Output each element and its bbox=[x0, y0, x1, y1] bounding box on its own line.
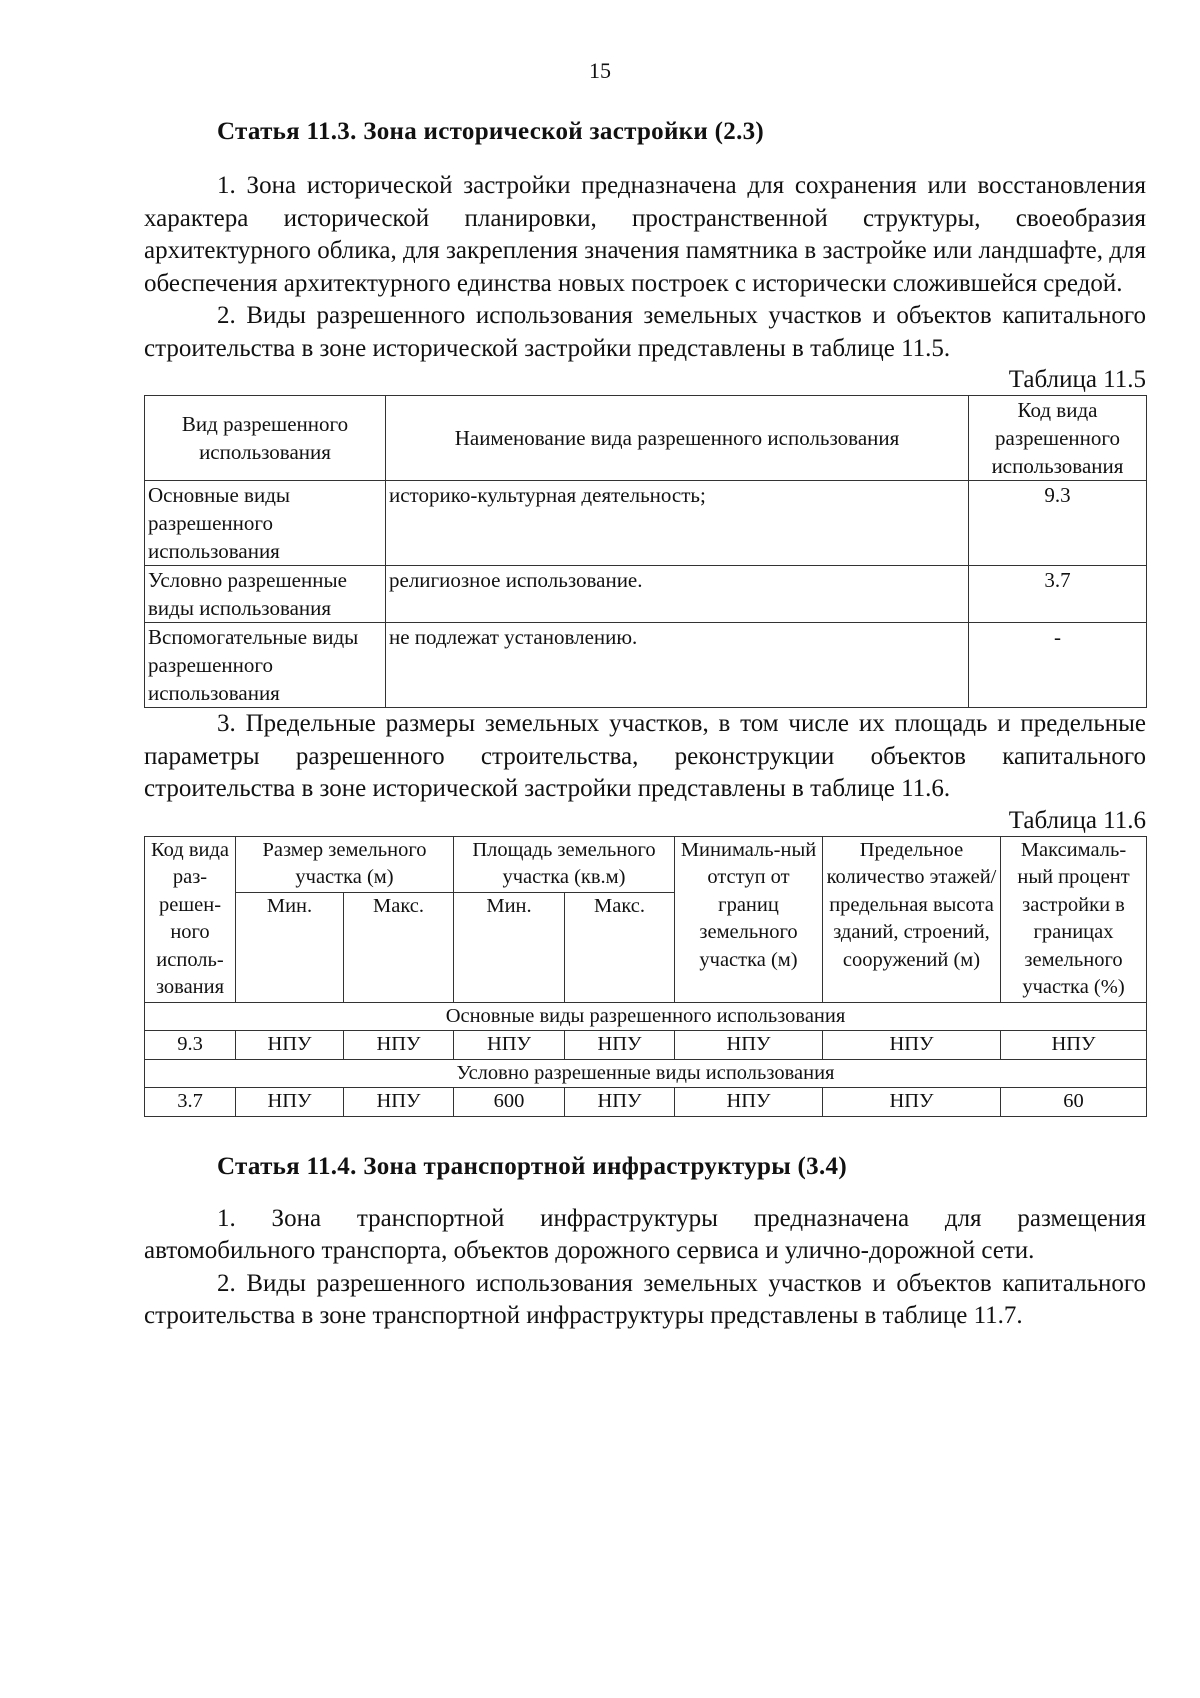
table-header-row bbox=[145, 396, 1147, 481]
table-group-row bbox=[145, 1002, 1147, 1031]
page-number: 15 bbox=[589, 58, 611, 83]
table-cell: НПУ bbox=[344, 1088, 454, 1117]
table-header-cell: Предельное количество этажей/ предельная высота зданий, строений, сооружений (м) bbox=[823, 836, 1001, 1002]
table-11-6 bbox=[144, 836, 1147, 1117]
table-header-cell: Вид разрешенного использования bbox=[145, 396, 386, 481]
table-group-title: Условно разрешенные виды использования bbox=[145, 1059, 1147, 1088]
table-cell: НПУ bbox=[823, 1088, 1001, 1117]
table-cell: 9.3 bbox=[969, 481, 1147, 566]
table-cell: 600 bbox=[454, 1088, 565, 1117]
table-header-cell: Максималь-ный процент застройки в границах земельного участка (%) bbox=[1001, 836, 1147, 1002]
table-11-5 bbox=[144, 395, 1147, 708]
table-header-cell: Размер земельного участка (м) bbox=[236, 836, 454, 892]
table-header-cell: Мин. bbox=[454, 892, 565, 1002]
table-cell: НПУ bbox=[675, 1088, 823, 1117]
table-cell: НПУ bbox=[236, 1088, 344, 1117]
table-row bbox=[145, 1031, 1147, 1060]
table-group-row bbox=[145, 1059, 1147, 1088]
table-header-cell: Макс. bbox=[565, 892, 675, 1002]
table-row bbox=[145, 481, 1147, 566]
table-header-cell: Наименование вида разрешенного использования bbox=[386, 396, 969, 481]
table-cell: - bbox=[969, 623, 1147, 708]
article-11-3-paragraph-2: 2. Виды разрешенного использования земельных участков и объектов капитального строительства в зоне исторической застройки представлены в таблице 11.5. bbox=[144, 302, 1146, 362]
table-cell: Вспомогательные виды разрешенного использования bbox=[145, 623, 386, 708]
table-cell: НПУ bbox=[344, 1031, 454, 1060]
table-cell: 3.7 bbox=[969, 566, 1147, 623]
table-cell: НПУ bbox=[454, 1031, 565, 1060]
table-cell: Условно разрешенные виды использования bbox=[145, 566, 386, 623]
table-row bbox=[145, 623, 1147, 708]
table-header-cell: Код вида раз-решен-ного исполь-зования bbox=[145, 836, 236, 1002]
table-header-row bbox=[145, 836, 1147, 892]
table-cell: Основные виды разрешенного использования bbox=[145, 481, 386, 566]
table-cell: 60 bbox=[1001, 1088, 1147, 1117]
article-11-3-paragraph-3: 3. Предельные размеры земельных участков, в том числе их площадь и предельные параметры разрешенного строительства, реконструкции объектов капитального строительства в зоне исторической застройки представлены в таблице 11.6. bbox=[144, 710, 1146, 802]
table-cell: религиозное использование. bbox=[386, 566, 969, 623]
table-cell: НПУ bbox=[823, 1031, 1001, 1060]
table-cell: НПУ bbox=[565, 1031, 675, 1060]
table-cell: не подлежат установлению. bbox=[386, 623, 969, 708]
table-cell: НПУ bbox=[675, 1031, 823, 1060]
article-11-3-title: Статья 11.3. Зона исторической застройки (2.3) bbox=[217, 118, 765, 145]
table-header-cell: Мин. bbox=[236, 892, 344, 1002]
table-cell: историко-культурная деятельность; bbox=[386, 481, 969, 566]
table-row bbox=[145, 566, 1147, 623]
article-11-4-paragraph-2: 2. Виды разрешенного использования земельных участков и объектов капитального строительства в зоне транспортной инфраструктуры представлены в таблице 11.7. bbox=[144, 1269, 1146, 1329]
table-cell: НПУ bbox=[236, 1031, 344, 1060]
table-cell: 3.7 bbox=[145, 1088, 236, 1117]
article-11-4-paragraph-1: 1. Зона транспортной инфраструктуры предназначена для размещения автомобильного транспорта, объектов дорожного сервиса и улично-дорожной сети. bbox=[144, 1204, 1146, 1264]
table-row bbox=[145, 1088, 1147, 1117]
table-header-cell: Макс. bbox=[344, 892, 454, 1002]
table-header-cell: Площадь земельного участка (кв.м) bbox=[454, 836, 675, 892]
table-header-cell: Минималь-ный отступ от границ земельного участка (м) bbox=[675, 836, 823, 1002]
document-body bbox=[144, 110, 1146, 1333]
table-cell: 9.3 bbox=[145, 1031, 236, 1060]
table-cell: НПУ bbox=[565, 1088, 675, 1117]
table-header-cell: Код вида разрешенного использования bbox=[969, 396, 1147, 481]
table-group-title: Основные виды разрешенного использования bbox=[145, 1002, 1147, 1031]
article-11-4-title: Статья 11.4. Зона транспортной инфраструктуры (3.4) bbox=[217, 1152, 847, 1180]
article-11-3-paragraph-1: 1. Зона исторической застройки предназначена для сохранения или восстановления характера исторической планировки, пространственной структуры, своеобразия архитектурного облика, для закрепления значения памятника в застройке или ландшафте, для обеспечения архитектурного единства новых построек с исторически сложившейся средой. bbox=[144, 172, 1146, 297]
table-11-5-caption: Таблица 11.5 bbox=[1008, 366, 1146, 393]
table-cell: НПУ bbox=[1001, 1031, 1147, 1060]
table-11-6-caption: Таблица 11.6 bbox=[1008, 806, 1146, 834]
